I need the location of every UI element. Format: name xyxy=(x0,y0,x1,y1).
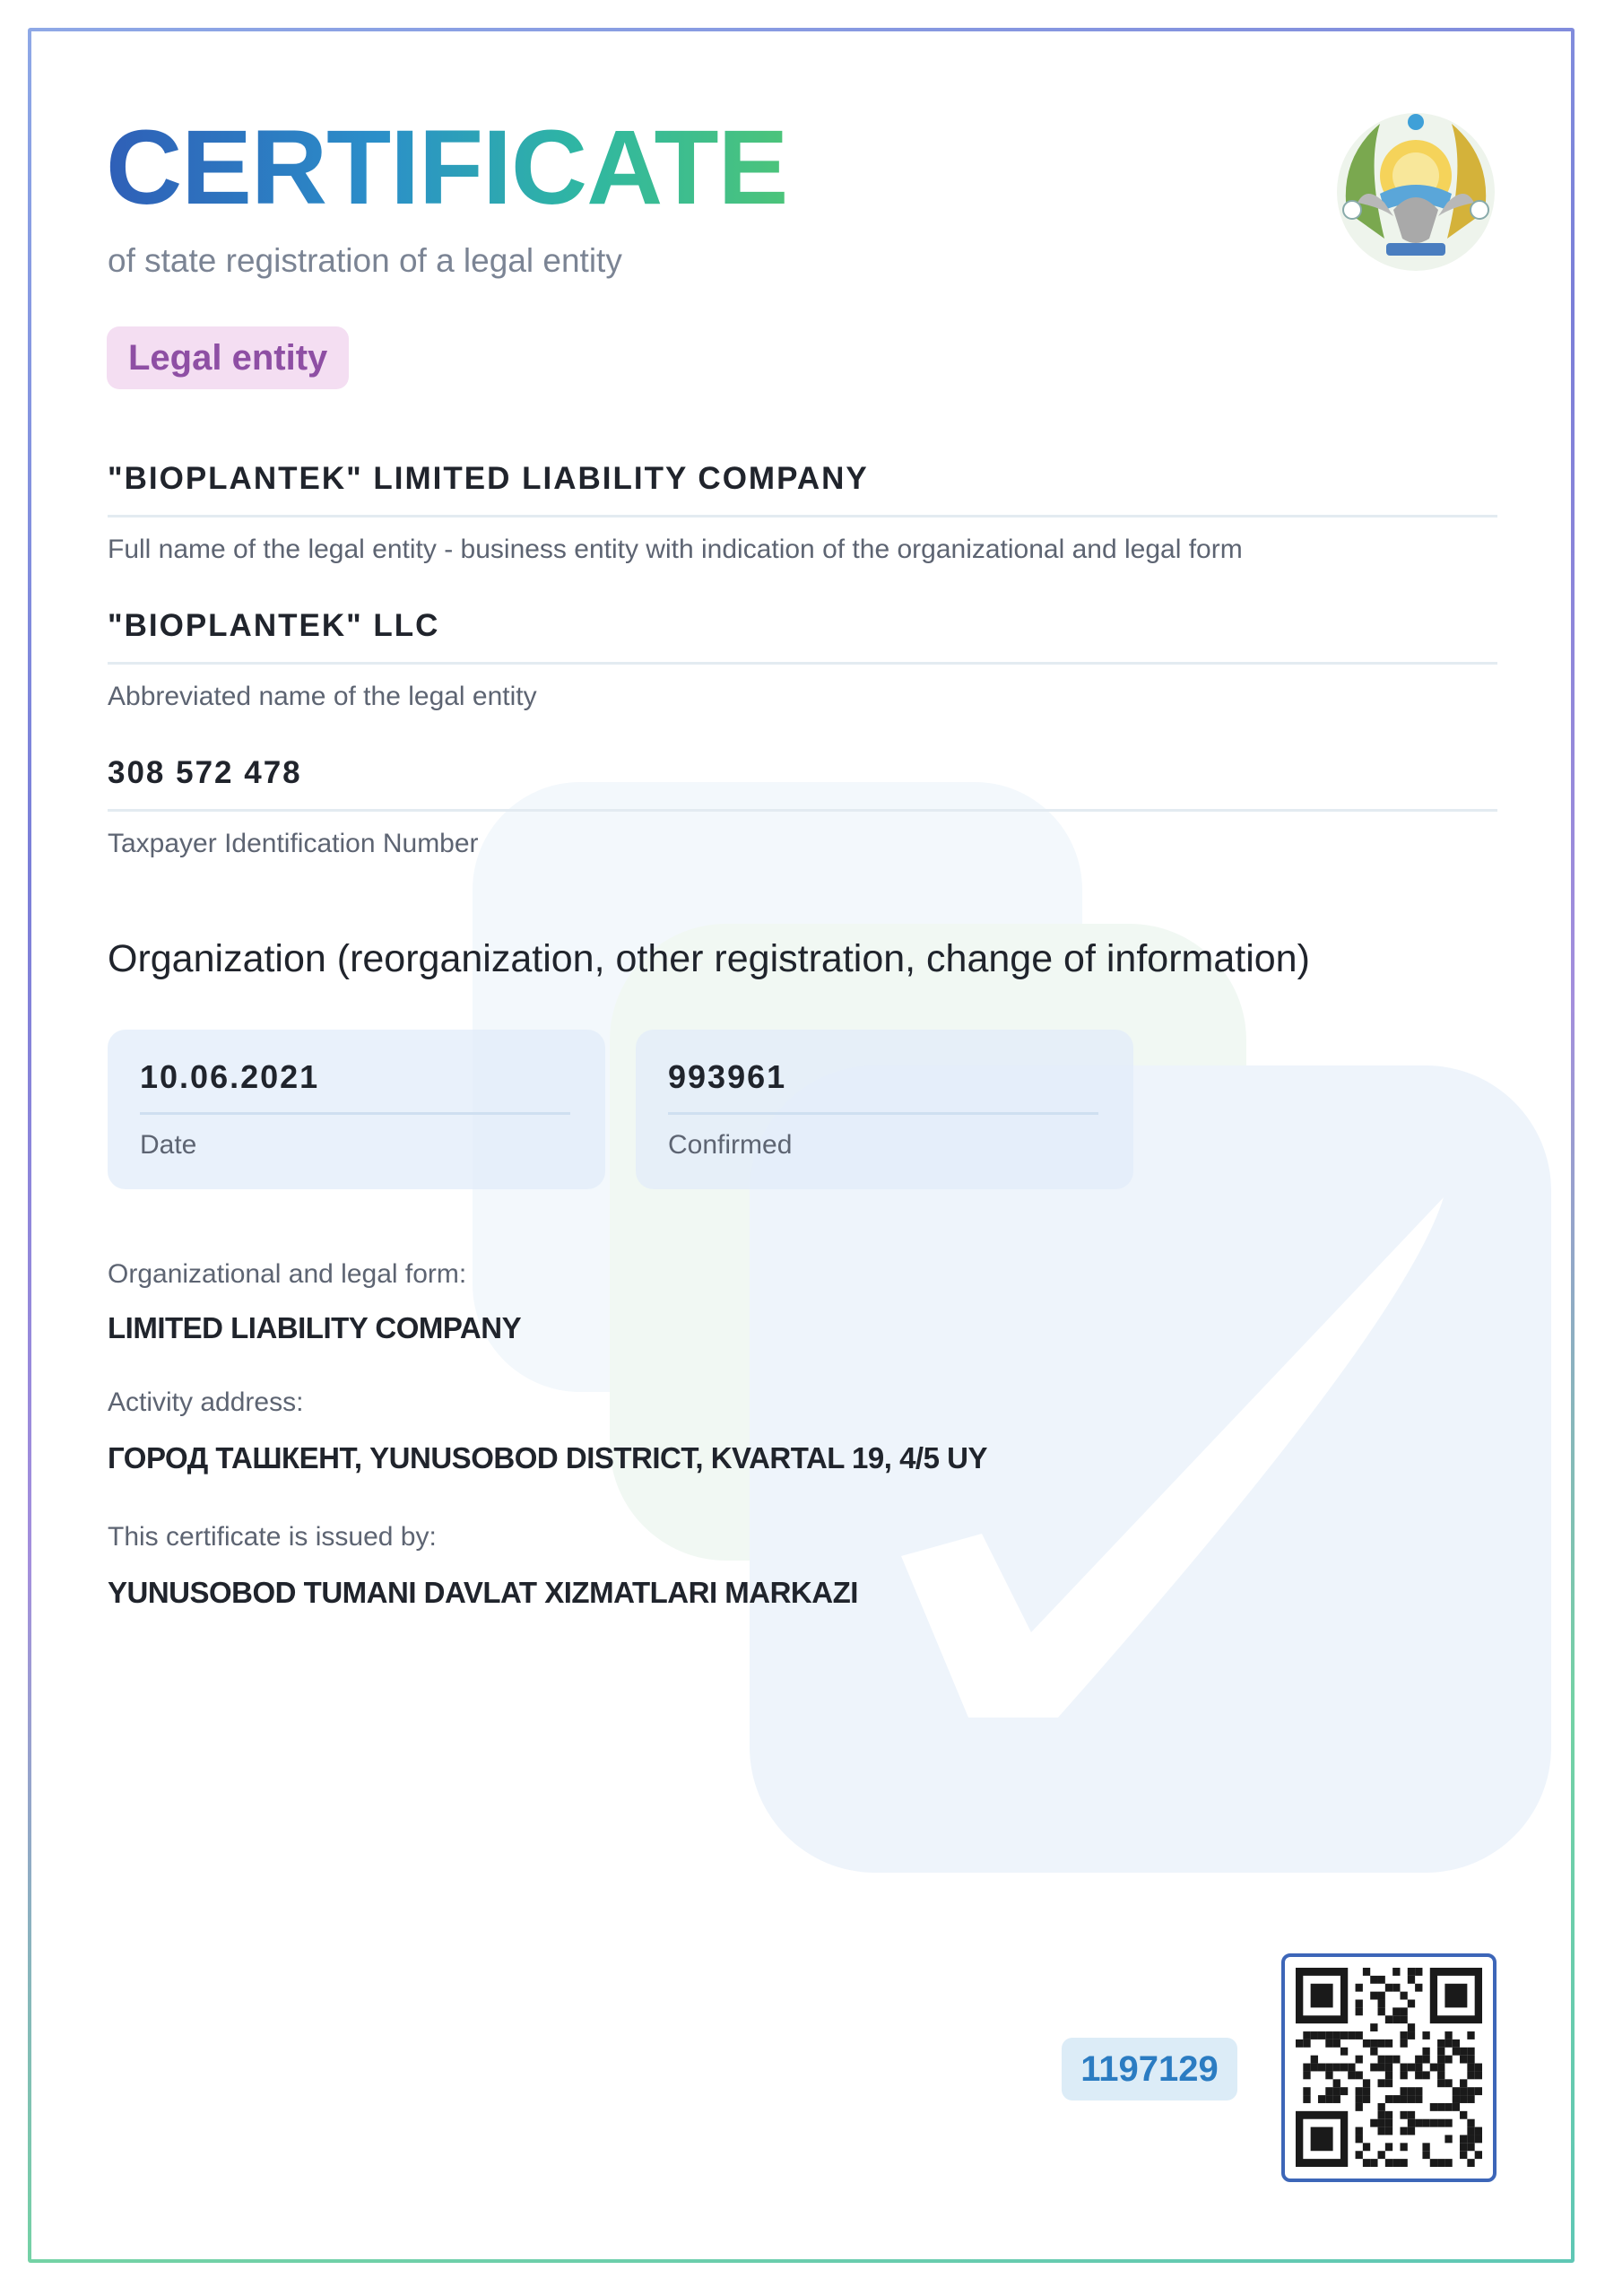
qr-code-frame[interactable] xyxy=(1281,1953,1497,2182)
serial-number-badge: 1197129 xyxy=(1062,2038,1237,2100)
issuer-value: YUNUSOBOD TUMANI DAVLAT XIZMATLARI MARKAZI xyxy=(108,1576,858,1609)
registration-date-box xyxy=(108,1030,605,1189)
registration-number-label: Confirmed xyxy=(668,1130,793,1160)
certificate-title: CERTIFICATE xyxy=(106,109,788,227)
legal-form-value: LIMITED LIABILITY COMPANY xyxy=(108,1311,522,1344)
registration-date-label: Date xyxy=(140,1130,197,1160)
short-name-label: Abbreviated name of the legal entity xyxy=(108,682,537,711)
divider xyxy=(108,515,1497,517)
certificate-subtitle: of state registration of a legal entity xyxy=(108,242,622,279)
registration-date-value: 10.06.2021 xyxy=(140,1058,320,1095)
short-name-value: "BIOPLANTEK" LLC xyxy=(108,608,440,643)
issuer-label: This certificate is issued by: xyxy=(108,1522,437,1552)
tin-label: Taxpayer Identification Number xyxy=(108,829,479,858)
activity-address-value: ГОРОД ТАШКЕНТ, YUNUSOBOD DISTRICT, KVARTAL 19, 4/5 UY xyxy=(108,1441,987,1474)
divider xyxy=(108,662,1497,665)
activity-address-label: Activity address: xyxy=(108,1387,304,1417)
state-emblem-icon xyxy=(1331,104,1501,274)
tin-value: 308 572 478 xyxy=(108,755,302,790)
registration-section-title: Organization (reorganization, other registration, change of information) xyxy=(108,937,1310,980)
registration-number-value: 993961 xyxy=(668,1058,787,1095)
divider xyxy=(668,1112,1098,1115)
legal-form-label: Organizational and legal form: xyxy=(108,1259,467,1289)
full-name-value: "BIOPLANTEK" LIMITED LIABILITY COMPANY xyxy=(108,461,869,496)
entity-type-badge: Legal entity xyxy=(107,326,349,389)
registration-number-box xyxy=(636,1030,1133,1189)
divider xyxy=(140,1112,570,1115)
full-name-label: Full name of the legal entity - business entity with indication of the organizational and legal form xyxy=(108,535,1243,564)
divider xyxy=(108,809,1497,812)
qr-code-icon xyxy=(1296,1968,1482,2167)
